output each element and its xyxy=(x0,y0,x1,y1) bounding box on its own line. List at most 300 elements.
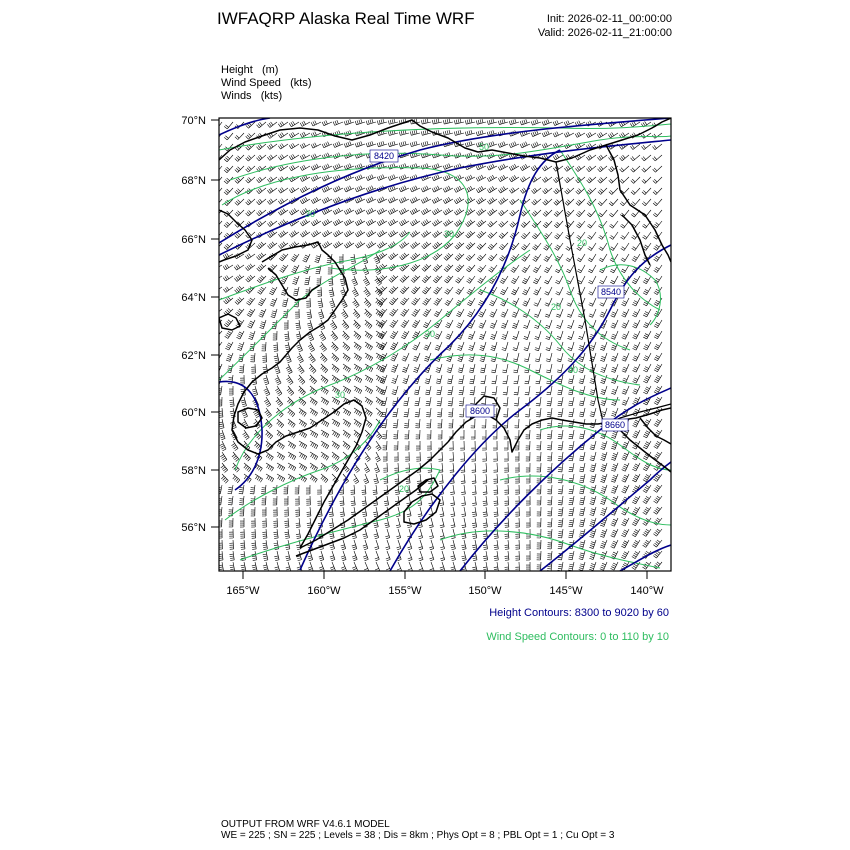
wind-barb-flag xyxy=(652,147,655,150)
wind-barb-flag xyxy=(246,213,249,216)
wind-barb-flag xyxy=(238,334,242,336)
wind-barb-flag xyxy=(533,201,536,204)
wind-barb-flag xyxy=(412,267,415,270)
wind-barb-flag xyxy=(403,369,407,370)
wind-barb-flag xyxy=(353,300,356,302)
wind-barb xyxy=(343,353,350,358)
wind-barb-flag xyxy=(379,142,380,146)
wind-barb-flag xyxy=(324,232,326,235)
wind-barb-flag xyxy=(493,130,494,134)
wind-barb-flag xyxy=(280,270,283,272)
wind-barb-flag xyxy=(357,210,359,214)
wind-barb-flag xyxy=(524,120,525,124)
wind-barb-flag xyxy=(470,231,473,234)
wind-barb-flag xyxy=(228,308,231,311)
wind-barb-flag xyxy=(213,149,216,151)
wind-barb-flag xyxy=(557,359,561,360)
wind-barb-flag xyxy=(632,248,635,250)
wind-barb-flag xyxy=(271,266,274,269)
wind-barb-flag xyxy=(221,438,225,439)
wind-barb xyxy=(528,353,530,362)
wind-barb-flag xyxy=(500,200,502,203)
wind-barb-flag xyxy=(525,392,529,393)
wind-barb xyxy=(458,265,464,272)
wind-barb-flag xyxy=(513,348,517,349)
wind-barb-flag xyxy=(482,119,483,123)
wind-barb-flag xyxy=(513,312,517,314)
wind-barb-flag xyxy=(344,325,347,328)
wind-barb xyxy=(655,144,662,150)
wind-barb-flag xyxy=(503,370,507,371)
wind-barb xyxy=(590,188,596,194)
wind-barb-flag xyxy=(645,378,649,380)
wind-barb-flag xyxy=(525,381,529,382)
wind-barb-flag xyxy=(470,379,474,380)
wind-barb-flag xyxy=(249,166,252,169)
wind-barb-flag xyxy=(365,291,368,293)
wind-barb-flag xyxy=(300,234,302,237)
wind-barb-flag xyxy=(555,144,557,147)
wind-barb-flag xyxy=(542,133,544,137)
wind-barb-flag xyxy=(490,315,494,317)
wind-barb-flag xyxy=(568,381,572,382)
wind-barb-flag xyxy=(403,311,406,313)
wind-barb-flag xyxy=(316,435,318,438)
wind-barb xyxy=(492,265,497,272)
wind-barb-flag xyxy=(415,390,419,391)
wind-barb-flag xyxy=(491,348,495,349)
wind-barb-flag xyxy=(547,370,551,371)
wind-barb xyxy=(612,177,618,183)
wind-barb-flag xyxy=(379,325,382,327)
wind-barb xyxy=(582,331,585,340)
wind-barb-flag xyxy=(564,134,566,138)
wind-barb-flag xyxy=(359,209,361,213)
field-label-wind-speed: Wind Speed (kts) xyxy=(221,77,312,89)
wind-barb-flag xyxy=(365,282,368,284)
wind-barb-flag xyxy=(285,340,289,341)
wind-barb-flag xyxy=(423,233,425,236)
wind-barb-flag xyxy=(257,191,260,194)
wind-barb-flag xyxy=(235,181,238,184)
wind-barb xyxy=(518,419,519,428)
wind-barb-flag xyxy=(458,244,461,247)
wind-barb-flag xyxy=(367,389,369,392)
wind-barb-flag xyxy=(436,209,438,212)
wind-barb xyxy=(656,210,662,217)
wind-barb-flag xyxy=(437,276,440,279)
wind-barb-flag xyxy=(591,412,595,413)
wind-barb-flag xyxy=(293,165,295,168)
wind-barb-flag xyxy=(478,293,481,295)
wind-barb xyxy=(571,331,574,340)
wind-barb-flag xyxy=(644,324,648,326)
wind-barb-flag xyxy=(282,188,284,191)
wind-barb-flag xyxy=(471,119,472,123)
wind-barb-flag xyxy=(368,143,369,147)
wind-barb-flag xyxy=(399,132,400,136)
wind-barb xyxy=(237,265,244,270)
wind-barb-flag xyxy=(491,323,495,325)
wind-barb-flag xyxy=(520,167,522,170)
wind-barb-flag xyxy=(215,125,218,127)
wind-barb-flag xyxy=(434,199,436,202)
wind-barb-flag xyxy=(289,189,291,192)
wind-barb-flag xyxy=(339,164,341,168)
wind-barb-flag xyxy=(656,355,659,357)
wind-barb-flag xyxy=(247,124,250,127)
wind-barb-flag xyxy=(437,242,440,245)
wind-barb-flag xyxy=(337,209,339,212)
wind-barb-flag xyxy=(299,359,302,361)
wind-barb xyxy=(644,144,651,150)
wind-barb-flag xyxy=(257,280,260,283)
wind-barb-flag xyxy=(270,436,273,439)
wind-barb-flag xyxy=(623,334,627,336)
wind-barb xyxy=(603,298,607,306)
wind-barb-flag xyxy=(297,347,301,349)
wind-barb-flag xyxy=(557,350,561,351)
wind-barb-flag xyxy=(227,222,230,225)
wind-barb-flag xyxy=(524,143,526,147)
wind-barb-flag xyxy=(331,324,334,326)
wind-barb-flag xyxy=(410,154,411,158)
wind-barb-flag xyxy=(443,189,445,193)
wind-barb-flag xyxy=(480,336,484,337)
wind-barb-flag xyxy=(481,394,485,395)
wind-barb-flag xyxy=(289,411,292,414)
wind-barb-flag xyxy=(609,192,612,195)
wind-barb-flag xyxy=(480,300,484,302)
wind-barb-flag xyxy=(557,405,561,406)
wind-barb-flag xyxy=(238,347,242,348)
wind-barb-flag xyxy=(391,324,394,326)
wind-barb xyxy=(419,419,420,428)
wind-barb-flag xyxy=(437,287,440,289)
wind-barb xyxy=(657,254,662,261)
wind-barb-flag xyxy=(531,121,532,125)
wind-barb xyxy=(518,386,519,395)
wind-barb-flag xyxy=(447,336,451,338)
wind-barb-flag xyxy=(654,425,657,427)
wind-barb-flag xyxy=(296,325,300,326)
wind-barb-flag xyxy=(215,345,218,347)
wind-barb-flag xyxy=(279,433,281,436)
wind-barb-flag xyxy=(471,141,472,145)
wind-barb xyxy=(551,397,552,406)
wind-barb-flag xyxy=(356,305,359,307)
wind-barb-flag xyxy=(425,153,426,157)
wind-barb-flag xyxy=(447,153,448,157)
wind-barb-flag xyxy=(338,241,340,244)
wind-barb-flag xyxy=(634,356,638,358)
wind-barb-flag xyxy=(657,376,660,378)
wind-barb-flag xyxy=(646,420,650,422)
wind-barb-flag xyxy=(338,413,340,416)
wind-barb-flag xyxy=(366,293,369,295)
wind-barb-flag xyxy=(329,292,333,293)
wind-barb-flag xyxy=(491,312,495,314)
wind-barb-flag xyxy=(399,143,400,147)
wind-barb-flag xyxy=(382,412,386,413)
wind-barb xyxy=(270,155,277,160)
wind-barb xyxy=(549,320,552,328)
wind-barb-flag xyxy=(293,268,297,270)
wind-barb-flag xyxy=(432,223,434,226)
wind-barb-flag xyxy=(610,271,613,273)
wind-barb xyxy=(594,397,596,406)
wind-barb-flag xyxy=(601,358,605,359)
wind-barb-flag xyxy=(411,303,414,305)
wind-barb-flag xyxy=(377,211,379,215)
wind-barb xyxy=(303,232,310,237)
wind-barb-flag xyxy=(335,368,337,371)
wind-barb-flag xyxy=(234,267,236,270)
wind-barb-flag xyxy=(287,368,291,370)
wind-barb-flag xyxy=(476,178,478,182)
wind-barb-flag xyxy=(382,427,386,428)
wind-barb-flag xyxy=(280,211,282,214)
wind-barb-flag xyxy=(236,179,239,182)
wind-barb-flag xyxy=(272,276,275,278)
wind-barb xyxy=(424,221,431,226)
wind-barb-flag xyxy=(344,188,346,192)
wind-barb-flag xyxy=(590,381,594,382)
wind-barb-flag xyxy=(404,403,408,404)
wind-barb xyxy=(270,144,277,149)
wind-barb-flag xyxy=(643,326,647,328)
wind-barb-flag xyxy=(502,289,505,291)
wind-barb-flag xyxy=(544,167,546,170)
wind-barb-flag xyxy=(502,188,504,191)
wind-barb xyxy=(523,177,530,182)
wind-barb-flag xyxy=(296,327,300,328)
wind-barb-flag xyxy=(590,394,594,395)
wind-barb-flag xyxy=(579,132,581,135)
wind-barb-flag xyxy=(558,423,562,424)
wind-barb-flag xyxy=(343,313,346,315)
wind-barb-flag xyxy=(534,258,537,260)
wind-barb-flag xyxy=(491,361,495,362)
wind-barb-flag xyxy=(325,370,328,373)
wind-barb-flag xyxy=(443,132,444,136)
wind-barb xyxy=(347,243,354,248)
wind-barb-flag xyxy=(302,177,304,180)
wind-barb-flag xyxy=(248,325,252,327)
wind-barb-flag xyxy=(481,231,484,234)
wind-barb-flag xyxy=(611,349,615,350)
wind-barb xyxy=(557,221,563,228)
wind-barb-flag xyxy=(267,146,269,149)
wind-barb-flag xyxy=(345,336,348,339)
wind-barb xyxy=(502,243,508,250)
wind-barb-flag xyxy=(381,393,385,394)
wind-barb-flag xyxy=(291,155,293,158)
wind-barb-flag xyxy=(454,223,456,226)
wind-barb-flag xyxy=(580,368,584,369)
wind-barb-flag xyxy=(401,301,404,303)
wind-barb xyxy=(603,276,607,284)
wind-barb-flag xyxy=(269,435,272,438)
wind-barb-flag xyxy=(487,166,489,170)
wind-barb-flag xyxy=(288,390,291,393)
wind-barb-flag xyxy=(358,326,361,329)
wind-barb-flag xyxy=(249,336,253,337)
wind-barb-flag xyxy=(265,391,269,393)
wind-barb xyxy=(314,232,321,237)
wind-barb-flag xyxy=(425,381,429,382)
wind-barb-flag xyxy=(467,268,470,271)
wind-barb xyxy=(548,287,552,295)
wind-barb-flag xyxy=(354,333,357,336)
wind-barb xyxy=(474,386,475,395)
wind-barb-flag xyxy=(415,401,419,402)
wind-barb xyxy=(238,155,244,161)
wind-barb-flag xyxy=(214,213,217,216)
wind-barb-flag xyxy=(415,242,417,245)
wind-barb xyxy=(292,232,299,237)
wind-barb xyxy=(624,232,629,239)
wind-barb-flag xyxy=(311,178,313,182)
wind-barb-flag xyxy=(249,210,252,213)
wind-barb-flag xyxy=(423,244,426,247)
wind-barb xyxy=(396,408,398,417)
wind-barb-flag xyxy=(469,300,472,302)
wind-barb-flag xyxy=(546,348,550,349)
wind-barb-flag xyxy=(478,234,481,237)
wind-barb-flag xyxy=(370,413,372,416)
wind-barb-flag xyxy=(336,423,338,426)
wind-barb-flag xyxy=(643,348,647,350)
wind-barb-flag xyxy=(503,334,507,335)
wind-barb xyxy=(547,254,552,262)
wind-barb-flag xyxy=(492,381,496,382)
wind-barb-flag xyxy=(643,145,645,148)
wind-barb-flag xyxy=(227,253,229,256)
wind-barb-flag xyxy=(489,223,492,226)
wind-barb-flag xyxy=(344,245,346,248)
wind-barb-flag xyxy=(600,280,604,282)
wind-barb-flag xyxy=(546,165,548,168)
wind-barb-flag xyxy=(546,256,549,258)
wind-barb-flag xyxy=(392,220,394,223)
wind-barb-flag xyxy=(445,176,447,180)
wind-barb-flag xyxy=(226,335,229,337)
wind-barb-flag xyxy=(308,345,311,347)
wind-barb-flag xyxy=(345,411,347,414)
wind-barb xyxy=(528,364,530,373)
wind-barb-flag xyxy=(641,146,643,149)
wind-barb xyxy=(536,265,541,273)
wind-barb xyxy=(440,386,442,395)
wind-barb-flag xyxy=(565,191,568,194)
wind-barb-flag xyxy=(609,203,612,206)
wind-barb-flag xyxy=(405,174,407,178)
wind-barb-flag xyxy=(335,232,337,235)
wind-barb-flag xyxy=(216,211,219,214)
wind-barb-flag xyxy=(568,177,571,180)
wind-barb-flag xyxy=(400,291,403,294)
wind-barb-flag xyxy=(589,269,592,271)
wind-barb-flag xyxy=(436,266,439,269)
wind-barb-flag xyxy=(352,272,356,273)
wind-barb-flag xyxy=(348,243,350,246)
wind-barb-flag xyxy=(225,190,228,193)
wind-barb-flag xyxy=(611,224,614,226)
wind-barb-flag xyxy=(338,197,340,201)
wind-barb-flag xyxy=(522,166,524,169)
wind-barb-flag xyxy=(228,297,231,300)
wind-barb-flag xyxy=(447,334,451,336)
wind-barb-flag xyxy=(289,167,291,170)
wind-barb-flag xyxy=(376,399,378,402)
wind-barb-flag xyxy=(354,302,357,304)
wind-barb xyxy=(222,419,224,428)
wind-barb-flag xyxy=(478,315,482,317)
wind-barb-flag xyxy=(379,294,382,297)
wind-barb-flag xyxy=(286,349,290,350)
wind-barb-flag xyxy=(643,337,647,339)
wind-barb-flag xyxy=(311,122,313,126)
wind-barb-flag xyxy=(623,369,627,371)
wind-barb-flag xyxy=(435,337,439,339)
wind-barb-flag xyxy=(654,414,657,416)
wind-barb-flag xyxy=(342,322,345,325)
wind-barb-flag xyxy=(547,416,551,417)
wind-barb-flag xyxy=(502,361,506,362)
wind-barb-flag xyxy=(401,233,403,236)
wind-barb-flag xyxy=(321,328,325,330)
wind-barb-flag xyxy=(491,131,492,135)
wind-barb-flag xyxy=(348,142,349,146)
wind-barb-flag xyxy=(579,403,583,404)
wind-barb-flag xyxy=(600,404,604,405)
wind-barb-flag xyxy=(524,301,528,303)
wind-barb-flag xyxy=(599,190,602,193)
wind-barb-flag xyxy=(304,284,308,285)
wind-barb-flag xyxy=(642,158,645,161)
wind-barb-flag xyxy=(513,314,517,316)
wind-barb-flag xyxy=(230,411,234,412)
wind-barb-flag xyxy=(512,316,516,318)
wind-barb-flag xyxy=(613,389,617,390)
wind-barb-flag xyxy=(601,155,603,158)
wind-barb-flag xyxy=(642,181,645,184)
wind-barb-flag xyxy=(557,245,560,247)
wind-barb-flag xyxy=(610,190,613,193)
wind-barb-flag xyxy=(322,421,324,424)
wind-barb xyxy=(558,243,563,250)
wind-barb-flag xyxy=(433,292,436,294)
wind-barb-flag xyxy=(293,295,297,296)
wind-barb-flag xyxy=(382,275,385,278)
wind-barb-flag xyxy=(413,301,416,303)
wind-barb-flag xyxy=(502,348,506,349)
wind-barb-flag xyxy=(525,383,529,384)
wind-barb-flag xyxy=(333,200,335,204)
wind-barb-flag xyxy=(355,245,357,248)
wind-barb-flag xyxy=(327,175,329,179)
wind-barb-flag xyxy=(492,198,494,201)
wind-barb-flag xyxy=(338,230,340,233)
wind-barb-flag xyxy=(656,333,659,335)
wind-barb-flag xyxy=(259,316,263,318)
wind-barb-flag xyxy=(318,301,322,302)
wind-barb-flag xyxy=(324,143,326,147)
wind-barb-flag xyxy=(220,426,224,427)
wind-barb xyxy=(635,254,640,262)
wind-barb-flag xyxy=(281,269,284,271)
